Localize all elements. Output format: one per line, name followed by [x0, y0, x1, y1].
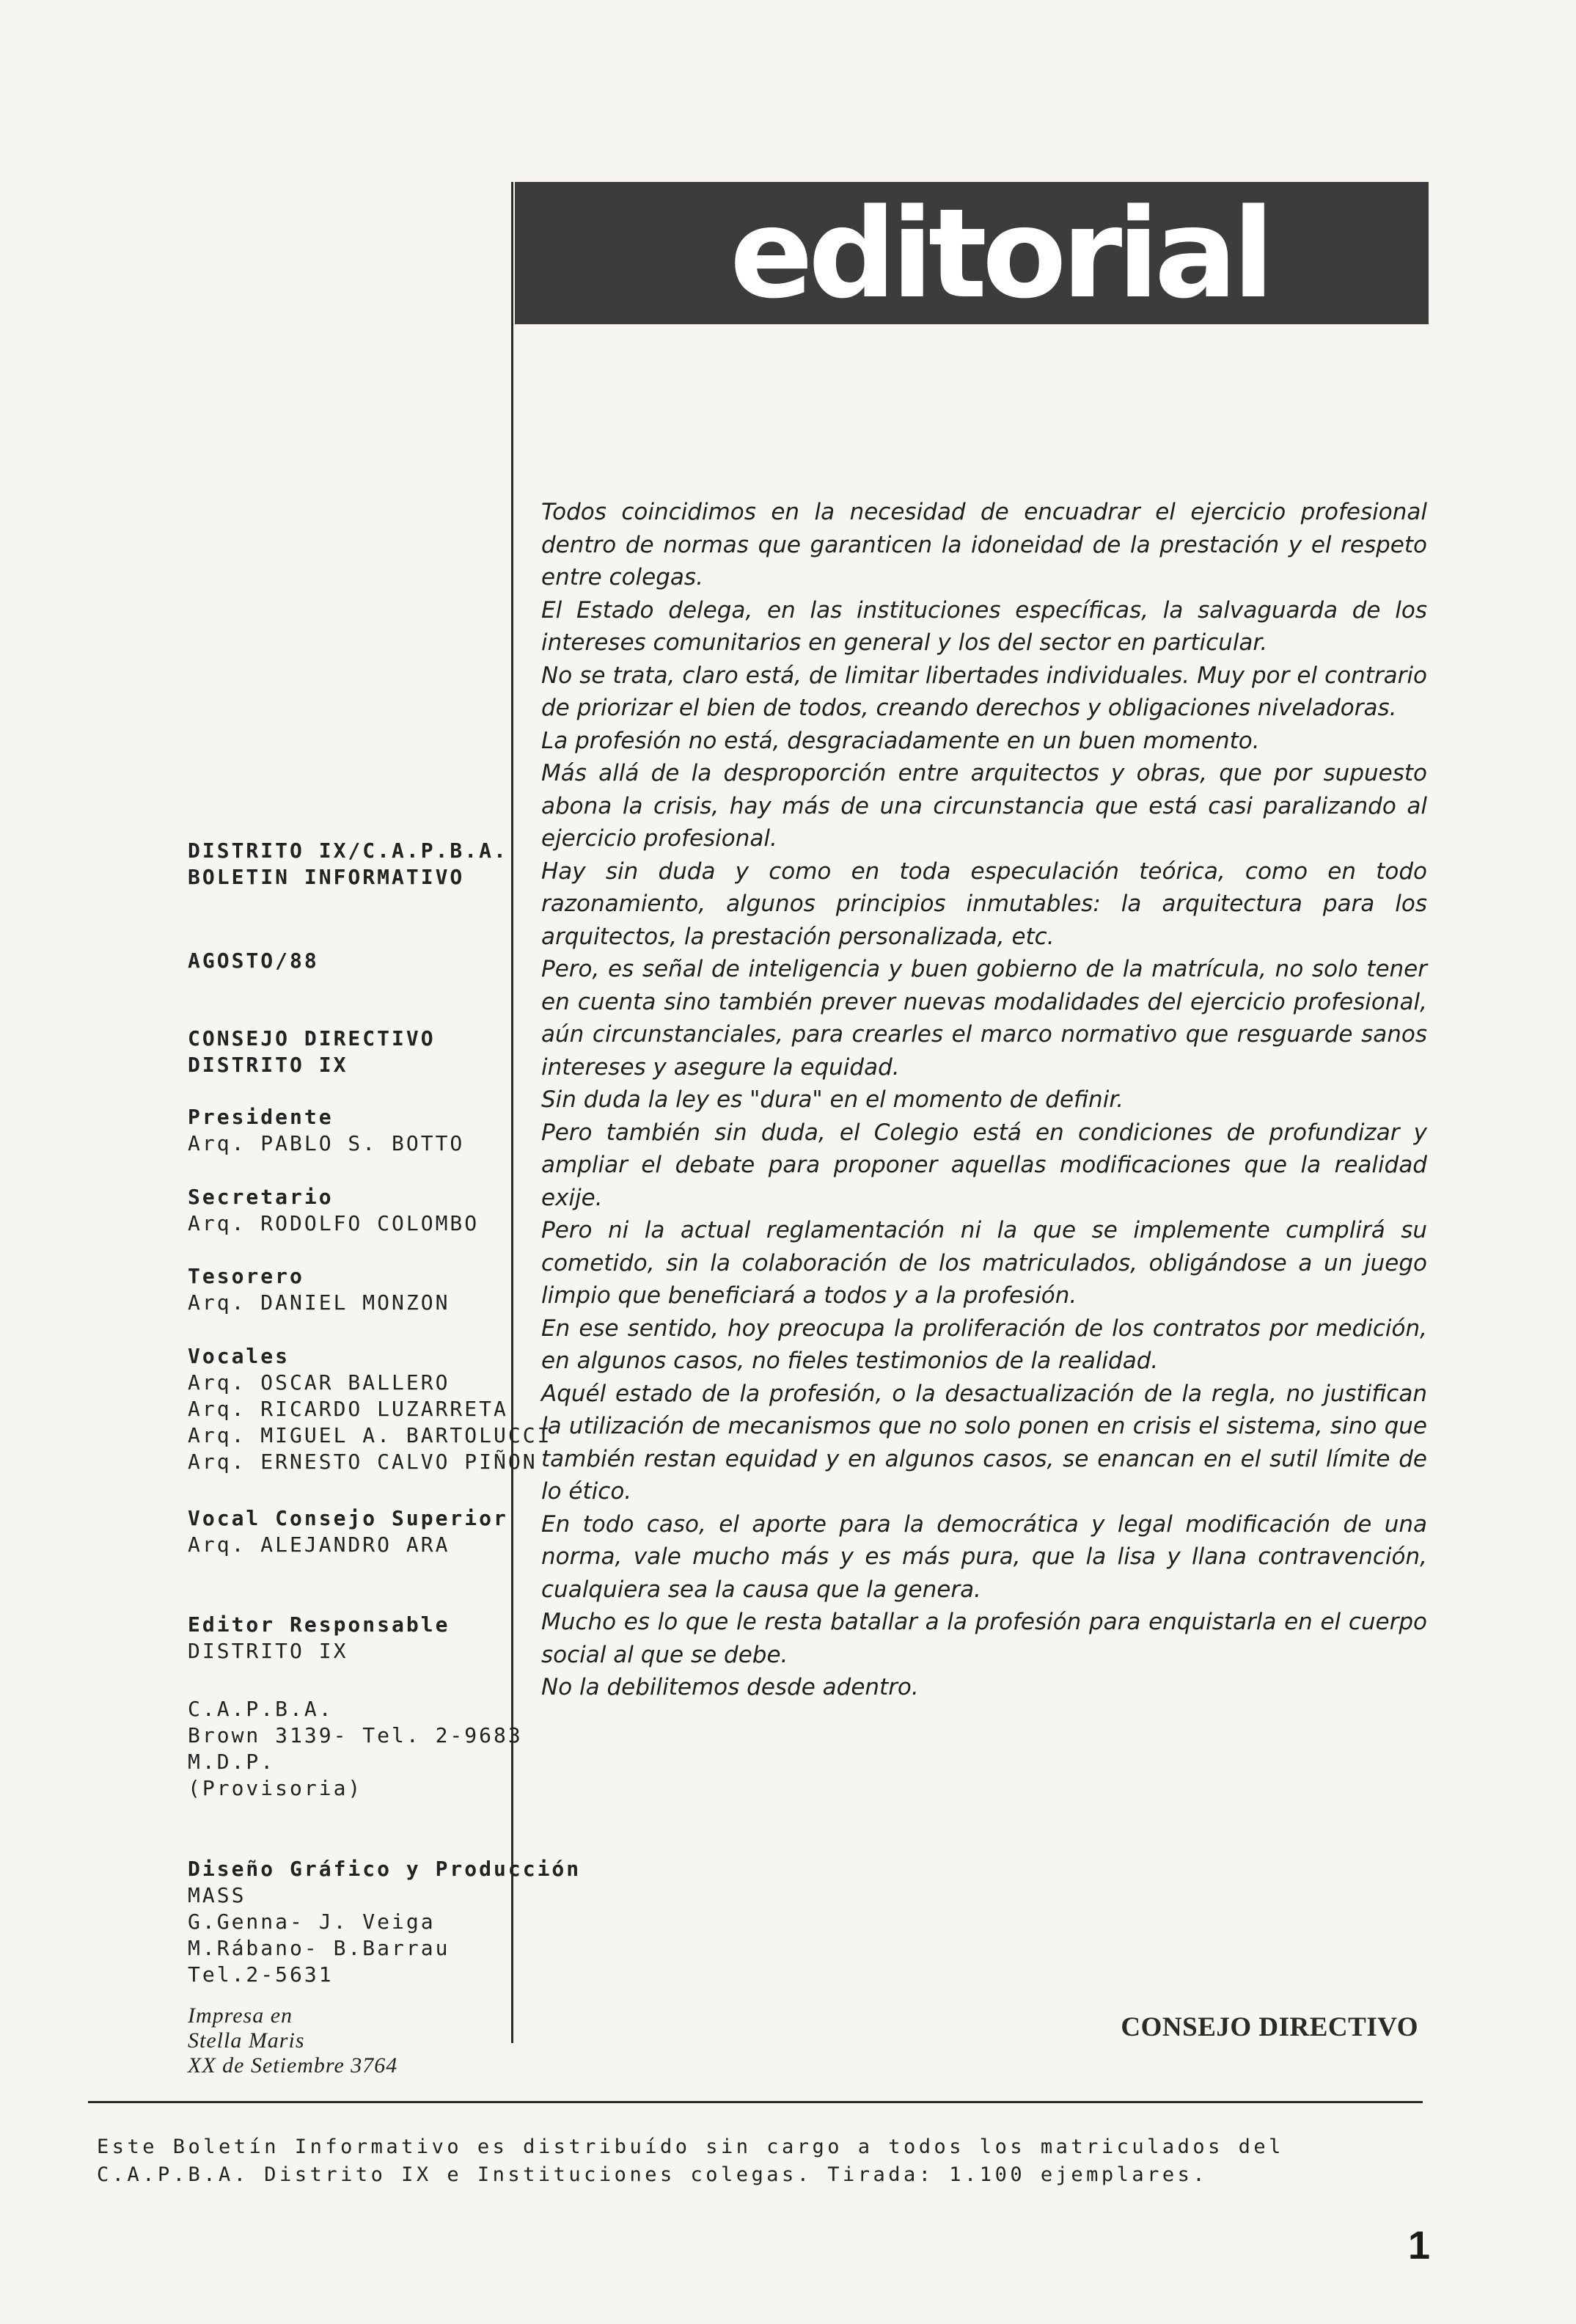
- editorial-paragraph: Aquél estado de la profesión, o la desactualización de la regla, no justifican la utilización de mecanismos que no solo ponen en crisis el sistema, sino que también restan equidad y en algunos casos, se enancan en el sutil límite de lo ético.: [541, 1380, 1427, 1505]
- design-line: MASS: [188, 1883, 246, 1907]
- editorial-paragraph: En todo caso, el aporte para la democrática y legal modificación de una norma, vale mucho más y es más pura, que la lisa y llana contravención, cualquiera sea la causa que la genera.: [541, 1510, 1427, 1603]
- editor-name: DISTRITO IX: [188, 1639, 348, 1663]
- editorial-paragraph: Mucho es lo que le resta batallar a la profesión para enquistarla en el cuerpo social al que se debe.: [541, 1609, 1427, 1668]
- editorial-paragraph: Pero también sin duda, el Colegio está en condiciones de profundizar y ampliar el debate para proponer aquellas modificaciones que la realidad exije.: [541, 1119, 1427, 1211]
- printer-line: XX de Setiembre 3764: [188, 2053, 398, 2078]
- role-secretary: [188, 1184, 598, 1237]
- role-title: Presidente: [188, 1105, 334, 1129]
- role-treasurer: [188, 1263, 598, 1316]
- editorial-paragraph: Hay sin duda y como en toda especulación teórica, como en todo razonamiento, algunos principios inmutables: la arquitectura para los arquitectos, la prestación personalizada, etc.: [541, 858, 1427, 950]
- distribution-note: Este Boletín Informativo es distribuído sin cargo a todos los matriculados del C.A.P.B.A. Distrito IX e Instituciones colegas. Tirada: 1.100 ejemplares.: [97, 2135, 1284, 2186]
- role-name: Arq. ERNESTO CALVO PIÑON: [188, 1450, 538, 1474]
- role-vocales: [188, 1343, 598, 1475]
- role-name: Arq. DANIEL MONZON: [188, 1290, 450, 1315]
- publication-line: DISTRITO IX/C.A.P.B.A.: [188, 838, 508, 863]
- role-name: Arq. OSCAR BALLERO: [188, 1370, 450, 1395]
- editorial-body: [541, 496, 1427, 1704]
- editorial-paragraph: La profesión no está, desgraciadamente en un buen momento.: [541, 727, 1260, 754]
- editorial-paragraph: El Estado delega, en las instituciones específicas, la salvaguarda de los intereses comunitarios en general y los del sector en particular.: [541, 596, 1427, 656]
- role-name: Arq. RICARDO LUZARRETA: [188, 1397, 508, 1421]
- council-line: CONSEJO DIRECTIVO: [188, 1026, 436, 1050]
- address-block: [188, 1696, 598, 1802]
- role-name: Arq. ALEJANDRO ARA: [188, 1532, 450, 1557]
- publication-line: BOLETIN INFORMATIVO: [188, 865, 465, 889]
- editor-block: [188, 1612, 598, 1665]
- publication-name: [188, 838, 598, 891]
- printer-line: Impresa en: [188, 2003, 293, 2028]
- role-president: [188, 1104, 598, 1157]
- role-name: Arq. MIGUEL A. BARTOLUCCI: [188, 1423, 552, 1447]
- address-line: Brown 3139- Tel. 2-9683: [188, 1723, 523, 1747]
- editorial-paragraph: Sin duda la ley es "dura" en el momento de definir.: [541, 1086, 1124, 1113]
- issue-date-text: AGOSTO/88: [188, 949, 319, 973]
- role-name: Arq. PABLO S. BOTTO: [188, 1131, 465, 1155]
- address-line: (Provisoria): [188, 1776, 363, 1800]
- design-block: [188, 1856, 598, 1988]
- footer-divider: [88, 2101, 1423, 2103]
- editorial-paragraph: Todos coincidimos en la necesidad de encuadrar el ejercicio profesional dentro de normas que garanticen la idoneidad de la prestación y el respeto entre colegas.: [541, 499, 1427, 591]
- printer-line: Stella Maris: [188, 2028, 305, 2053]
- address-line: M.D.P.: [188, 1750, 276, 1774]
- page-number: 1: [1407, 2223, 1430, 2268]
- editorial-paragraph: No la debilitemos desde adentro.: [541, 1674, 919, 1700]
- editorial-paragraph: Pero ni la actual reglamentación ni la que se implemente cumplirá su cometido, sin la colaboración de los matriculados, obligándose a un juego limpio que beneficiará a todos y a la profesión.: [541, 1217, 1427, 1309]
- editorial-paragraph: Más allá de la desproporción entre arquitectos y obras, que por supuesto abona la crisis, hay más de una circunstancia que está casi paralizando al ejercicio profesional.: [541, 760, 1427, 852]
- role-title: Vocal Consejo Superior: [188, 1506, 508, 1530]
- role-title: Tesorero: [188, 1264, 304, 1288]
- design-title: Diseño Gráfico y Producción: [188, 1857, 582, 1881]
- role-superior-council: [188, 1505, 598, 1558]
- editorial-signature: CONSEJO DIRECTIVO: [1121, 2012, 1418, 2042]
- printer-block: [188, 2003, 598, 2078]
- issue-date: [188, 948, 598, 974]
- editorial-paragraph: Pero, es señal de inteligencia y buen gobierno de la matrícula, no solo tener en cuenta sino también prever nuevas modalidades del ejercicio profesional, aún circunstanciales, para crearles el marco normativo que resguarde sanos intereses y asegure la equidad.: [541, 956, 1427, 1081]
- council-heading: [188, 1026, 598, 1078]
- editorial-paragraph: En ese sentido, hoy preocupa la proliferación de los contratos por medición, en algunos casos, no fieles testimonios de la realidad.: [541, 1315, 1427, 1374]
- address-line: C.A.P.B.A.: [188, 1697, 334, 1721]
- editorial-paragraph: No se trata, claro está, de limitar libertades individuales. Muy por el contrario de priorizar el bien de todos, creando derechos y obligaciones niveladoras.: [541, 662, 1427, 721]
- editor-title: Editor Responsable: [188, 1612, 450, 1637]
- council-line: DISTRITO IX: [188, 1053, 348, 1077]
- role-title: Secretario: [188, 1185, 334, 1209]
- role-name: Arq. RODOLFO COLOMBO: [188, 1211, 480, 1235]
- role-title: Vocales: [188, 1344, 290, 1368]
- design-line: M.Rábano- B.Barrau: [188, 1936, 450, 1960]
- editorial-title: editorial: [730, 182, 1269, 326]
- design-line: G.Genna- J. Veiga: [188, 1910, 436, 1934]
- design-line: Tel.2-5631: [188, 1962, 334, 1987]
